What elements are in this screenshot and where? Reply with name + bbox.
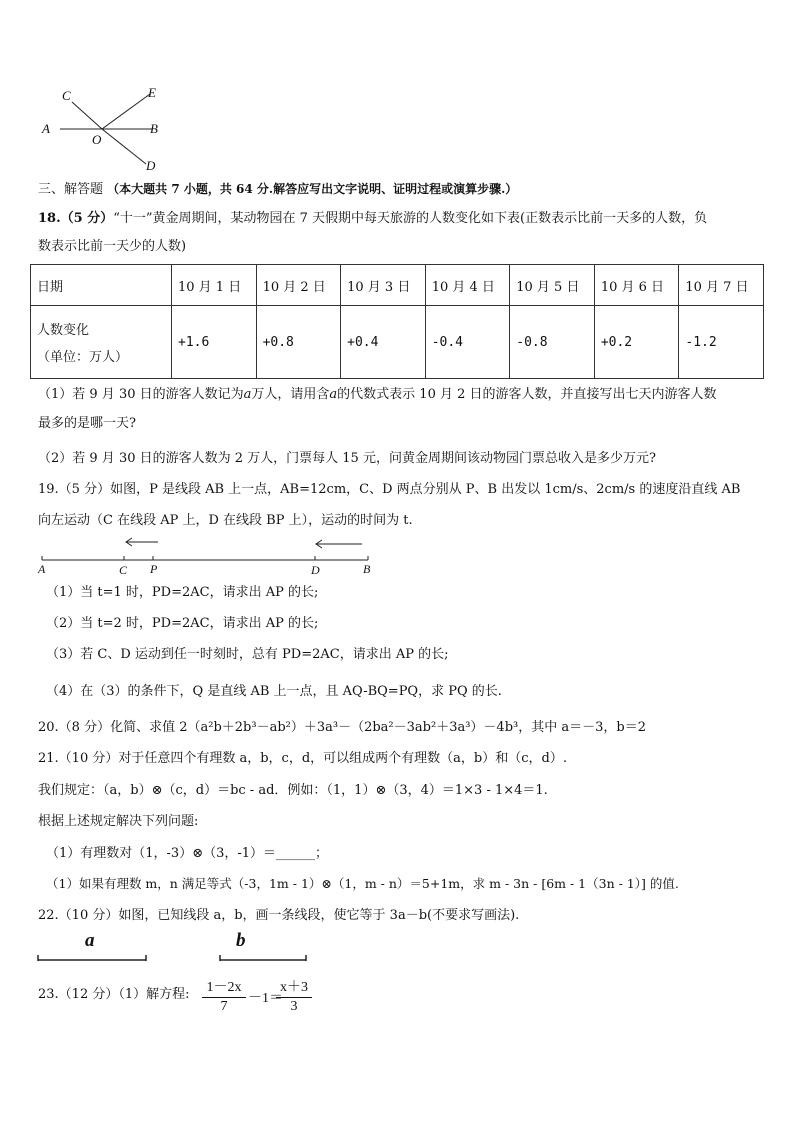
q19-part3: （3）若 C、D 运动到任一时刻时，总有 PD=2AC，请求出 AP 的长; (46, 647, 449, 662)
q22-text: 22.（10 分）如图，已知线段 a，b，画一条线段，使它等于 3a－b(不要求写画法). (38, 908, 520, 923)
q18-stem-text: “十一”黄金周期间，某动物园在 7 天假期中每天旅游的人数变化如下表(正数表示比前一天多的人数，负 (113, 211, 708, 226)
label-e: E (148, 85, 156, 100)
table-header-cell: 10 月 6 日 (594, 265, 679, 306)
q19-number-line-figure (30, 534, 380, 579)
q18-stem-line2: 数表示比前一天少的人数) (38, 239, 187, 254)
var-a: a (329, 387, 338, 402)
q18-stem-line1 (38, 210, 707, 228)
segment-a-label: a (85, 930, 95, 951)
q20-text: 20.（8 分）化简、求值 2（a²b＋2b³－ab²）＋3a³－（2ba²－3ab²＋3a³）－4b³，其中 a＝－3，b＝2 (38, 720, 646, 735)
fraction-1 (202, 976, 246, 1015)
table-row-label (31, 306, 172, 379)
q18-part1-a: （1）若 9 月 30 日的游客人数记为 (38, 387, 244, 402)
table-cell: -1.2 (679, 306, 764, 379)
table-header-cell: 10 月 1 日 (172, 265, 257, 306)
q18-head: 18.（5 分） (38, 211, 114, 226)
table-header-cell: 10 月 7 日 (679, 265, 764, 306)
table-cell: +0.8 (256, 306, 341, 379)
q18-part1-line1 (38, 386, 717, 404)
fraction-1-numerator: 1－2x (206, 980, 242, 995)
q19-part4: （4）在（3）的条件下，Q 是直线 AB 上一点，且 AQ-BQ=PQ，求 PQ 的长. (46, 684, 502, 699)
q22-segments-figure (36, 952, 316, 966)
row-label-line1: 人数变化 (37, 323, 90, 338)
table-row (31, 265, 764, 306)
fraction-2-denominator: 3 (290, 999, 298, 1014)
fraction-1-denominator: 7 (220, 999, 228, 1014)
table-cell: +1.6 (172, 306, 257, 379)
row-label-line2: （单位：万人） (37, 350, 129, 365)
table-cell: -0.8 (510, 306, 595, 379)
q18-part1-b: 万人，请用含 (251, 387, 330, 402)
q19-line1: 19.（5 分）如图，P 是线段 AB 上一点，AB=12cm，C、D 两点分别从 P、B 出发以 1cm/s、2cm/s 的速度沿直线 AB (38, 482, 741, 497)
label-c: C (62, 88, 71, 103)
table-header-cell: 10 月 5 日 (510, 265, 595, 306)
table-row (31, 306, 764, 379)
label-d: D (146, 158, 156, 173)
q21-line1: 21.（10 分）对于任意四个有理数 a，b，c，d，可以组成两个有理数（a，b）和（c，d）. (38, 751, 567, 766)
q18-table (30, 264, 764, 379)
segment-b-label: b (236, 930, 246, 951)
table-cell: +0.2 (594, 306, 679, 379)
label-o: O (92, 132, 102, 147)
q21-part2: （1）如果有理数 m，n 满足等式（-3，1m - 1）⊗（1，m - n）＝5+1m，求 m - 3n - [6m - 1（3n - 1）] 的值. (46, 876, 679, 891)
fraction-1-bar (202, 997, 246, 998)
nl-label-c: C (119, 563, 128, 577)
table-cell: +0.4 (341, 306, 426, 379)
section-desc: （本大题共 7 小题，共 64 分.解答应写出文字说明、证明过程或演算步骤.） (107, 182, 518, 196)
q19-part1: （1）当 t=1 时，PD=2AC，请求出 AP 的长; (46, 585, 319, 600)
equation-middle: －1＝ (248, 991, 283, 1006)
section-heading (38, 180, 517, 199)
table-header-cell: 10 月 3 日 (341, 265, 426, 306)
fraction-2 (276, 976, 312, 1015)
q23-head: 23.（12 分）（1）解方程: (38, 987, 190, 1002)
var-a: a (243, 387, 252, 402)
label-b: B (150, 121, 158, 136)
nl-label-d: D (311, 563, 320, 577)
q18-part1-c: 的代数式表示 10 月 2 日的游客人数，并直接写出七天内游客人数 (337, 387, 717, 402)
fraction-2-bar (276, 997, 312, 998)
q21-part1: （1）有理数对（1，-3）⊗（3，-1）＝______； (46, 846, 329, 861)
q21-line3: 根据上述规定解决下列问题: (38, 814, 199, 829)
line-od (102, 129, 146, 164)
q18-part2: （2）若 9 月 30 日的游客人数为 2 万人，门票每人 15 元，问黄金周期间该动物园门票总收入是多少万元? (38, 451, 656, 466)
nl-label-a: A (38, 562, 46, 576)
nl-label-p: P (150, 562, 158, 576)
q21-line2: 我们规定：（a，b）⊗（c，d）＝bc - ad．例如：（1，1）⊗（3，4）＝1×3 - 1×4＝1. (38, 783, 548, 798)
nl-label-b: B (363, 562, 371, 576)
section-title: 三、解答题 (38, 182, 104, 197)
line-ce (72, 102, 102, 129)
q18-part1-line2: 最多的是哪一天? (38, 416, 136, 431)
table-cell: -0.4 (425, 306, 510, 379)
table-header-cell: 10 月 4 日 (425, 265, 510, 306)
q19-part2: （2）当 t=2 时，PD=2AC，请求出 AP 的长; (46, 616, 319, 631)
table-header-cell: 日期 (31, 265, 172, 306)
q19-line2: 向左运动（C 在线段 AP 上，D 在线段 BP 上），运动的时间为 t. (38, 513, 413, 528)
fraction-2-numerator: x＋3 (280, 980, 308, 995)
line-oe (102, 94, 150, 129)
table-header-cell: 10 月 2 日 (256, 265, 341, 306)
label-a: A (42, 121, 50, 136)
